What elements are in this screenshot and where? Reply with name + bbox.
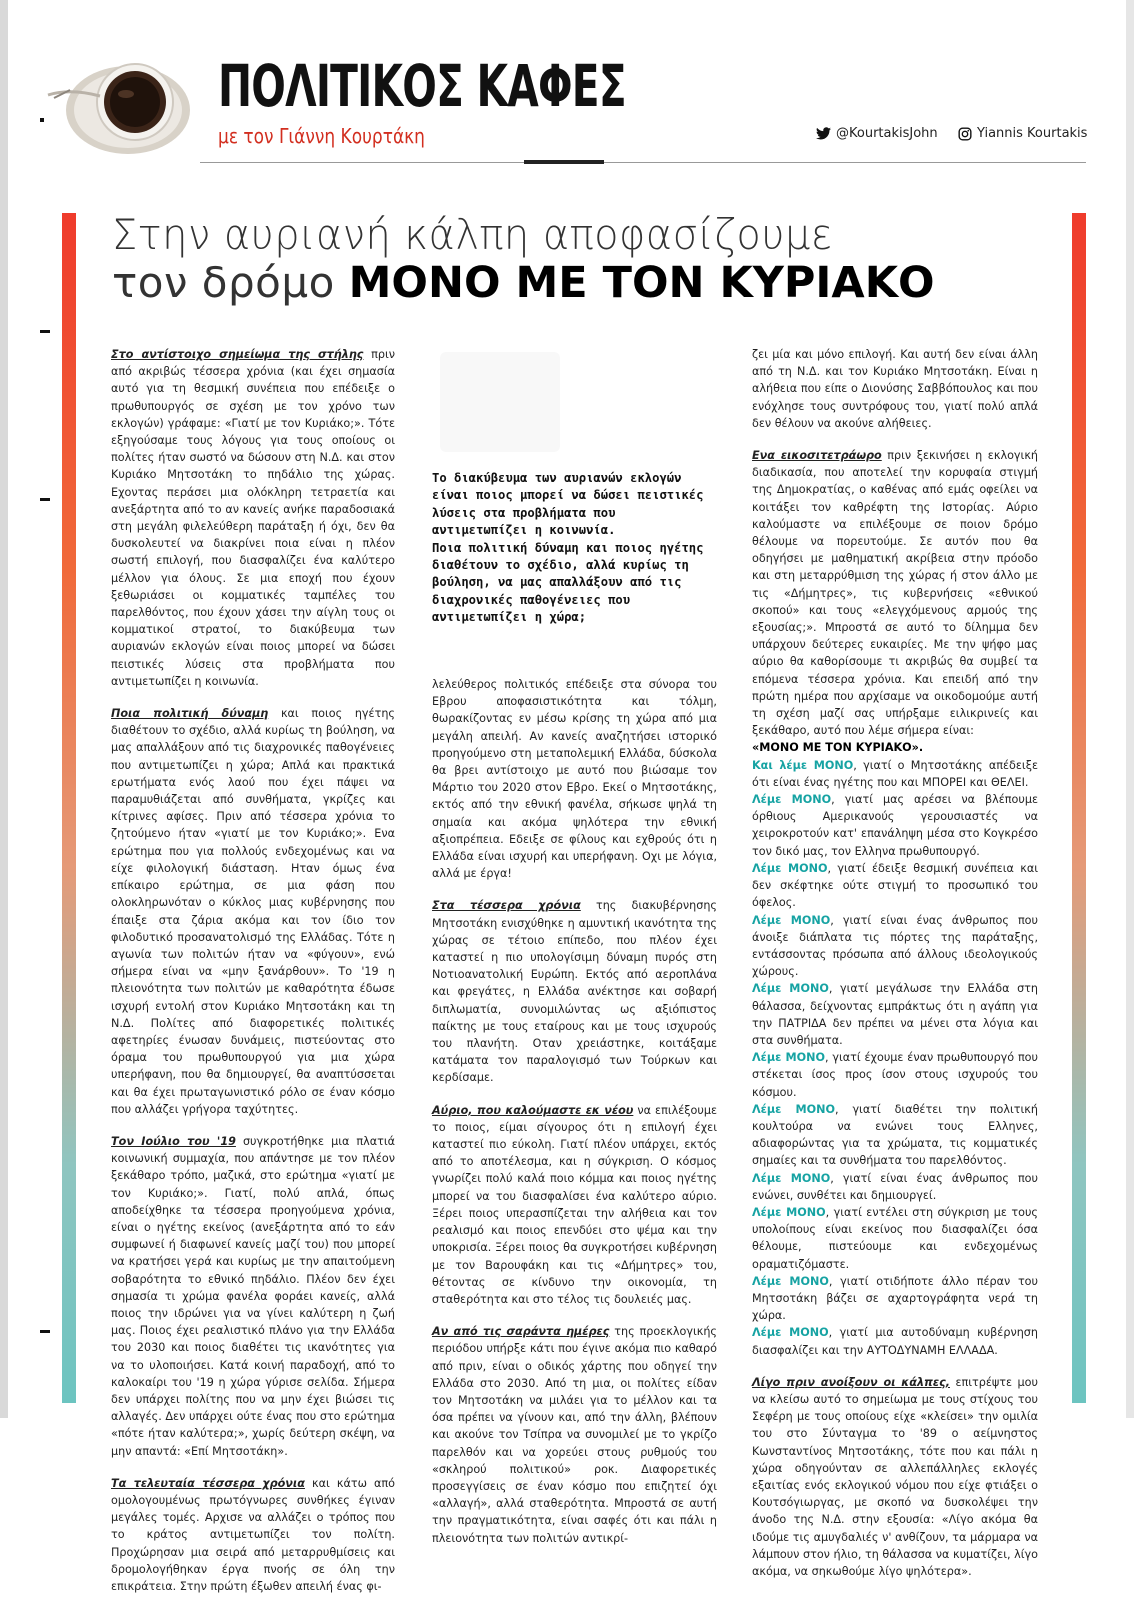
reason-text: , γιατί διαθέτει την πολιτική κουλτούρα να ενώνει τους Ελληνες, αδιαφορώντας για τα χρώματα, τις κομματικές σημαίες και τα συνθήματα του παρελθόντος. <box>752 1102 1038 1168</box>
pull-quote-p2: Ποια πολιτική δύναμη και ποιος ηγέτης διαθέτουν το σχέδιο, αλλά κυρίως τη βούληση, να μας απαλλάξουν από τις διαχρονικές παθογένειες που αντιμετωπίζει η χώρα; <box>432 540 704 625</box>
reason-text: , γιατί μια αυτοδύναμη κυβέρνηση διασφαλίζει και την ΑΥΤΟΔΥΝΑΜΗ ΕΛΛΑΔΑ. <box>752 1326 1038 1357</box>
coffee-cup-icon <box>40 40 190 160</box>
reason-text: , γιατί μας αρέσει να βλέπουμε όρθιους Αμερικανούς γερουσιαστές να χειροκροτούν κατ' επανάληψη μέσα στο Κογκρέσο τον δικό μας, τον Ελληνα πρωθυπουργό. <box>752 793 1038 858</box>
instagram-icon <box>958 127 972 141</box>
reason-text: , γιατί εντέλει στη σύγκριση με τους υπολοίπους είναι εκείνος που διασφαλίζει όσα θέλουμε, πιστεύουμε και ενδεχομένως οραματιζόμαστε. <box>752 1205 1038 1271</box>
paragraph <box>432 1102 717 1308</box>
headline-light-part: τον δρόμο <box>112 258 349 307</box>
paragraph-lead: Στα τέσσερα χρόνια <box>432 899 581 913</box>
paragraph <box>432 676 717 882</box>
instagram-link[interactable] <box>958 126 1087 141</box>
twitter-icon <box>816 127 831 140</box>
slogan: «ΜΟΝΟ ΜΕ ΤΟΝ ΚΥΡΙΑΚΟ». <box>752 741 924 755</box>
paragraph-text: της διακυβέρνησης Μητσοτάκη ενισχύθηκε η αμυντική ικανότητα της χώρας σε τέτοιο επίπεδο, που πλέον έχει καταστεί η πιο υπολογίσιμη δύναμη πυρός στη Νοτιοανατολική Ευρώπη. Εκτός από αεροπλάνα και φρεγάτες, η Ελλάδα ανέκτησε και σοβαρή διπλωματία, συνομιλώντας ως αξιόπιστος παίκτης με τους εταίρους και με τους ισχυρούς του πλανήτη. Οταν χρειάστηκε, κοιτάξαμε κατάματα τον παραλογισμό των Τούρκων και κερδίσαμε. <box>432 899 717 1085</box>
headline-line-2 <box>112 258 935 308</box>
header-divider <box>200 162 1086 163</box>
paragraph-text: πριν από ακριβώς τέσσερα χρόνια (και έχει σημασία αυτό για τη θεσμική συνέπεια που επέδειξε ο πρωθυπουργός σε σχέση με τον χρόνο των εκλογών) γράφαμε: «Γιατί με τον Κυριάκο;». Τότε εξηγούσαμε τους λόγους για τους οποίους οι πολίτες ήταν σωστό να δώσουν στη Ν.Δ. και στον Κυριάκο Μητσοτάκη το πηδάλιο της χώρας. Εχοντας περάσει μια ολόκληρη τετραετία και ανεξάρτητα από το αν κανείς ανήκε παραδοσιακά στη μεγάλη φιλελεύθερη παράταξη ή όχι, δεν θα δυσκολευτεί να διακρίνει ποια είναι η πλέον σωστή επιλογή, που διασφαλίζει ένα καλύτερο μέλλον για όλους. Σε μια εποχή που έχουν ξεθωριάσει οι κομματικές ταμπέλες του παρελθόντος, που έχουν χάσει την αίγλη τους οι κομματικοί στρατοί, το διακύβευμα των αυριανών εκλογών είναι ποιος μπορεί να δώσει πειστικές λύσεις στα προβλήματα που αντιμετωπίζει η κοινωνία. <box>111 348 395 688</box>
headline-line-1: Στην αυριανή κάλπη αποφασίζουμε <box>112 210 833 259</box>
reason-item <box>752 912 1038 981</box>
paragraph <box>752 346 1038 432</box>
paragraph <box>111 1133 395 1460</box>
reason-item <box>752 860 1038 912</box>
reason-text: , γιατί είναι ένας άνθρωπος που ενώνει, συνθέτει και δημιουργεί. <box>752 1171 1038 1202</box>
paragraph-lead: Στο αντίστοιχο σημείωμα της στήλης <box>111 348 364 361</box>
column-title: ΠΟΛΙΤΙΚΟΣ ΚΑΦΕΣ <box>218 52 626 120</box>
article-column-2 <box>432 676 717 1562</box>
paragraph-text: και ποιος ηγέτης διαθέτουν το σχέδιο, αλλά κυρίως τη βούληση, να μας απαλλάξουν από τις διαχρονικές παθογένειες που αντιμετωπίζει η χώρα; Απλά και πρακτικά ερωτήματα ενός λαού που έχει πάψει να παραμυθιάζεται από συνθήματα, γκρίζες και κίτρινες αφίσες. Πριν από τέσσερα χρόνια το ζητούμενο ήταν «γιατί με τον Κυριάκο;». Ενα ερώτημα που για πολλούς ενδεχομένως και να είχε φιλολογική διάσταση. Ηταν όμως ένα επίκαιρο ερώτημα, σε μια φάση που ολοκληρωνόταν ο κύκλος μιας κυβέρνησης που έπαιξε στα ζάρια ακόμα και τον ίδιο τον φιλοδυτικό προσανατολισμό της Ελλάδας. Τότε η αγωνία των πολιτών ήταν να «φύγουν», ενώ σήμερα είναι να «μην ξανάρθουν». Το '19 η πλειονότητα των πολιτών με καθαρότητα έδωσε ισχυρή εντολή στον Κυριάκο Μητσοτάκη και τη Ν.Δ. Πολίτες από διαφορετικές πολιτικές αφετηρίες ένωσαν δυνάμεις, πιστεύοντας στο όραμα του πρωθυπουργού για μια χώρα υπερήφανη, που θα δημιουργεί, θα αναπτύσσεται και θα έχει πρωταγωνιστικό ρόλο σε έναν κόσμο που αλλάζει γρήγορα ταχύτητες. <box>111 707 395 1116</box>
paragraph <box>111 705 395 1118</box>
reason-lead: Λέμε ΜΟΝΟ <box>752 1274 829 1288</box>
reason-item <box>752 757 1038 791</box>
paragraph-lead: Ενα εικοσιτετράωρο <box>752 449 882 463</box>
reasons-list <box>752 757 1038 1359</box>
reason-item <box>752 1170 1038 1204</box>
reason-lead: Λέμε ΜΟΝΟ <box>752 913 831 927</box>
paragraph-text: της προεκλογικής περιόδου υπήρξε κάτι που έγινε ακόμα πιο καθαρό από πριν, είναι ο οδικός χάρτης που οδηγεί την Ελλάδα στο 2030. Από τη μια, οι πολίτες είδαν τον Μητσοτάκη να μιλάει για το μέλλον και τα όσα πρέπει να γίνουν και, από την άλλη, βλέπουν και ακούνε τον Τσίπρα να συνομιλεί με το γκρίζο παρελθόν και να χορεύει στους ρυθμούς του «σκληρού πολιτικού» ροκ. Διαφορετικές προσεγγίσεις σε έναν κόσμο που επιζητεί όχι «αλλαγή», αλλά σταθερότητα. Μπροστά σε αυτή την πραγματικότητα, είναι σαφές ότι και πάλι η πλειονότητα των πολιτών αντικρί- <box>432 1325 717 1545</box>
reason-lead: Λέμε ΜΟΝΟ <box>752 1102 836 1116</box>
pull-quote-p1: Το διακύβευμα των αυριανών εκλογών είναι ποιος μπορεί να δώσει πειστικές λύσεις στα προβλήματα που αντιμετωπίζει η κοινωνία. <box>432 471 704 538</box>
reason-item <box>752 1101 1038 1170</box>
instagram-handle: Yiannis Kourtakis <box>977 126 1088 141</box>
header-divider-accent <box>524 160 604 164</box>
crop-mark <box>40 118 44 122</box>
paragraph-text: λελεύθερος πολιτικός επέδειξε στα σύνορα του Εβρου αποφασιστικότητα και τόλμη, θωρακίζοντας εν μέσω κρίσης τη χώρα από μια μεγάλη απειλή. Αν κανείς αναζητήσει ιστορικό προηγούμενο στη μεταπολεμική Ελλάδα, δύσκολα θα βρει αντίστοιχο με αυτό που βιώσαμε τον Μάρτιο του 2020 στον Εβρο. Εκεί ο Μητσοτάκης, εκτός από την εθνική φανέλα, σήκωσε ψηλά τη σημαία και ακόμα ψηλότερα την εθνική αξιοπρέπεια. Εδειξε σε φίλους και εχθρούς ότι η Ελλάδα είναι ισχυρή και υπερήφανη. Οχι με λόγια, αλλά με έργα! <box>432 678 717 881</box>
reason-item <box>752 1273 1038 1325</box>
paragraph-text: ζει μία και μόνο επιλογή. Και αυτή δεν είναι άλλη από τη Ν.Δ. και τον Κυριάκο Μητσοτάκη. Είναι η αλήθεια που είπε ο Διονύσης Σαββόπουλος και που ενόχλησε τους συντρόφους του, γιατί πολύ απλά δεν θέλουν να ακούνε αλήθειες. <box>752 348 1038 430</box>
paragraph-text: να επιλέξουμε το ποιος, είμαι σίγουρος ότι η επιλογή έχει καταστεί πιο εύκολη. Γιατί πλέον υπάρχει, εκτός από το αποτέλεσμα, και η σύγκριση. Ο κόσμος γνωρίζει πολύ καλά ποιο κόμμα και ποιος ηγέτης μπορεί να του διασφαλίσει ένα καλύτερο αύριο. Ξέρει ποιος υπερασπίζεται την αλήθεια και τον ρεαλισμό και ποιος επενδύει στο ψέμα και την υποκρισία. Ξέρει ποιος θα συγκροτήσει κυβέρνηση με τον Βαρουφάκη και τις «Δήμητρες» του, θέτοντας σε κίνδυνο την οικονομία, τη σταθερότητα και στο τέλος τις δουλειές μας. <box>432 1103 718 1306</box>
paragraph <box>111 1475 395 1595</box>
paragraph-lead: Αν από τις σαράντα ημέρες <box>432 1325 610 1339</box>
crop-mark <box>40 498 50 501</box>
paragraph <box>432 897 717 1086</box>
crop-mark <box>40 1330 50 1333</box>
paragraph-lead: Ποια πολιτική δύναμη <box>111 707 269 721</box>
reason-item <box>752 1204 1038 1273</box>
paragraph-text: επιτρέψτε μου να κλείσω αυτό το σημείωμα με τους στίχους του Σεφέρη με τους οποίους είχε «κλείσει» την ομιλία του στο Σύνταγμα το '89 ο αείμνηστος Κωνσταντίνος Μητσοτάκης, τότε που και πάλι η χώρα οδηγούνταν σε αλλεπάλληλες εκλογές εξαιτίας ενός εκλογικού νόμου που είχε φτιάξει ο Κουτσόγιωργας, με σκοπό να δυσκολέψει την άνοδο της Ν.Δ. στην εξουσία: «Λίγο ακόμα θα ιδούμε τις αμυγδαλιές ν' ανθίζουν, τα μάρμαρα να λάμπουν στον ήλιο, τη θάλασσα να κυματίζει, λίγο ακόμα, να σηκωθούμε λίγο ψηλότερα». <box>752 1375 1038 1579</box>
reason-text: , γιατί οτιδήποτε άλλο πέραν του Μητσοτάκη βάζει σε αχαρτογράφητα νερά τη χώρα. <box>752 1274 1039 1323</box>
reason-text: , γιατί έχουμε έναν πρωθυπουργό που στέκεται ίσος προς ίσον στους ισχυρούς του κόσμου. <box>752 1051 1039 1099</box>
headline-bold-part: ΜΟΝΟ ΜΕ ΤΟΝ ΚΥΡΙΑΚΟ <box>348 258 935 308</box>
twitter-handle: @KourtakisJohn <box>836 126 938 141</box>
paragraph <box>752 447 1038 739</box>
reason-lead: Λέμε ΜΟΝΟ <box>752 1051 826 1065</box>
reason-text: , γιατί μεγάλωσε την Ελλάδα στη θάλασσα, δείχνοντας εμπράκτως ότι η αγάπη για την ΠΑΤΡΙΔΑ δεν πρέπει να μένει στα λόγια και στα συνθήματα. <box>752 982 1038 1047</box>
reason-lead: Λέμε ΜΟΝΟ <box>752 1326 829 1340</box>
twitter-link[interactable] <box>816 126 938 141</box>
accent-bar-left <box>62 213 76 1403</box>
paragraph-lead: Λίγο πριν ανοίξουν οι κάλπες, <box>752 1375 950 1389</box>
reason-text: , γιατί ο Μητσοτάκης απέδειξε ότι είναι ένας ηγέτης που και ΜΠΟΡΕΙ και ΘΕΛΕΙ. <box>752 758 1038 789</box>
paragraph <box>752 1374 1038 1580</box>
scan-edge-left <box>0 0 8 1418</box>
reason-item <box>752 980 1038 1049</box>
paragraph-text: πριν ξεκινήσει η εκλογική διαδικασία, που αποτελεί την κορυφαία στιγμή της Δημοκρατίας, ο καθένας από εμάς οφείλει να κοιτάξει τον καθρέφτη της Ιστορίας. Αύριο καλούμαστε να επιλέξουμε σε ποιον δρόμο θέλουμε να πορευτούμε. Σε αυτόν που θα οδηγήσει με μαθηματική ακρίβεια στην πρόοδο και στη μεταρρύθμιση της χώρας ή στον άλλο με τις «Δήμητρες», τις κυβερνήσεις «εθνικού σκοπού» και τους «ελεγχόμενους αρμούς της εξουσίας;». Μπροστά σε αυτό το δίλημμα δεν υπάρχουν δεύτερες ευκαιρίες. Με την ψήφο μας αύριο θα καθορίσουμε τι ακριβώς θα συμβεί τα επόμενα τέσσερα χρόνια. Και επειδή από την πρώτη ημέρα που αρχίσαμε να οικοδομούμε αυτή τη σχέση μαζί σας υπήρξαμε ειλικρινείς και ξεκάθαρο, αυτό που λέμε σήμερα είναι: <box>752 449 1038 738</box>
scan-edge-right <box>1126 0 1134 1418</box>
paragraph-text: συγκροτήθηκε μια πλατιά κοινωνική συμμαχία, που απάντησε με τον πλέον ξεκάθαρο τρόπο, μαζικά, στο ερώτημα «γιατί με τον Κυριάκο;». Γιατί, πολύ απλά, όπως αποδείχθηκε τα τέσσερα προηγούμενα χρόνια, είναι ο ηγέτης εκείνος (ανεξάρτητα από το εάν συμφωνεί ή διαφωνεί κανείς μαζί του) που μπορεί να κρατήσει γερά και κυρίως με την απαιτούμενη σοβαρότητα το εθνικό πηδάλιο. Πλέον δεν έχει σημασία τι χρώμα φανέλα φοράει κανείς, αλλά ποιος την ιδρώνει για να γίνει καλύτερη η ζωή μας. Ποιος έχει ρεαλιστικό πλάνο για την Ελλάδα του 2030 και ποιος διαθέτει τις ικανότητες για να το υλοποιήσει. Κατά κοινή παραδοχή, από το καλοκαίρι του '19 η χώρα γύρισε σελίδα. Σήμερα δεν υπάρχει πολίτης που να μην έχει βιώσει τις αλλαγές. Δεν υπάρχει ούτε ένας που στο ερώτημα «πότε ήταν καλύτερα;», χωρίς δεύτερη σκέψη, να μην απαντά: «Επί Μητσοτάκη». <box>111 1134 396 1458</box>
reason-item <box>752 1324 1038 1358</box>
paragraph-lead: Αύριο, που καλούμαστε εκ νέου <box>432 1103 634 1117</box>
column-byline: με τον Γιάννη Κουρτάκη <box>218 124 425 148</box>
faded-image <box>440 352 560 452</box>
reason-lead: Λέμε ΜΟΝΟ <box>752 982 829 996</box>
reason-item <box>752 1049 1038 1101</box>
paragraph-lead: Τα τελευταία τέσσερα χρόνια <box>111 1476 305 1490</box>
reason-item <box>752 791 1038 860</box>
paragraph <box>432 1323 717 1547</box>
reason-text: , γιατί είναι ένας άνθρωπος που άνοιξε διάπλατα τις πόρτες της παράταξης, εντάσσοντας πρόσωπα από άλλους ιδεολογικούς χώρους. <box>752 913 1038 979</box>
reason-lead: Λέμε ΜΟΝΟ <box>752 1205 826 1219</box>
reason-lead: Λέμε ΜΟΝΟ <box>752 861 828 875</box>
accent-bar-right <box>1072 213 1086 1403</box>
reason-text: , γιατί έδειξε θεσμική συνέπεια και δεν σκέφτηκε ούτε στιγμή το προσωπικό του όφελος. <box>752 861 1038 910</box>
reason-lead: Λέμε ΜΟΝΟ <box>752 793 832 807</box>
crop-mark <box>40 330 50 333</box>
reason-lead: Λέμε ΜΟΝΟ <box>752 1171 831 1185</box>
paragraph <box>111 346 395 690</box>
reason-lead: Και λέμε ΜΟΝΟ <box>752 758 854 772</box>
paragraph-text: και κάτω από ομολογουμένως πρωτόγνωρες συνθήκες έγιναν μεγάλες τομές. Αρχισε να αλλάζει ο τρόπος που το κράτος αντιμετωπίζει τον πολίτη. Προχώρησαν μια σειρά από μεταρρυθμίσεις και δρομολογήθηκαν έργα πνοής σε όλη την επικράτεια. Στην πρώτη έξωθεν απειλή ένας φι- <box>111 1476 395 1594</box>
pull-quote <box>432 470 718 627</box>
paragraph-lead: Τον Ιούλιο του '19 <box>111 1134 236 1148</box>
article-column-1 <box>111 346 395 1610</box>
article-column-3 <box>752 346 1038 1595</box>
